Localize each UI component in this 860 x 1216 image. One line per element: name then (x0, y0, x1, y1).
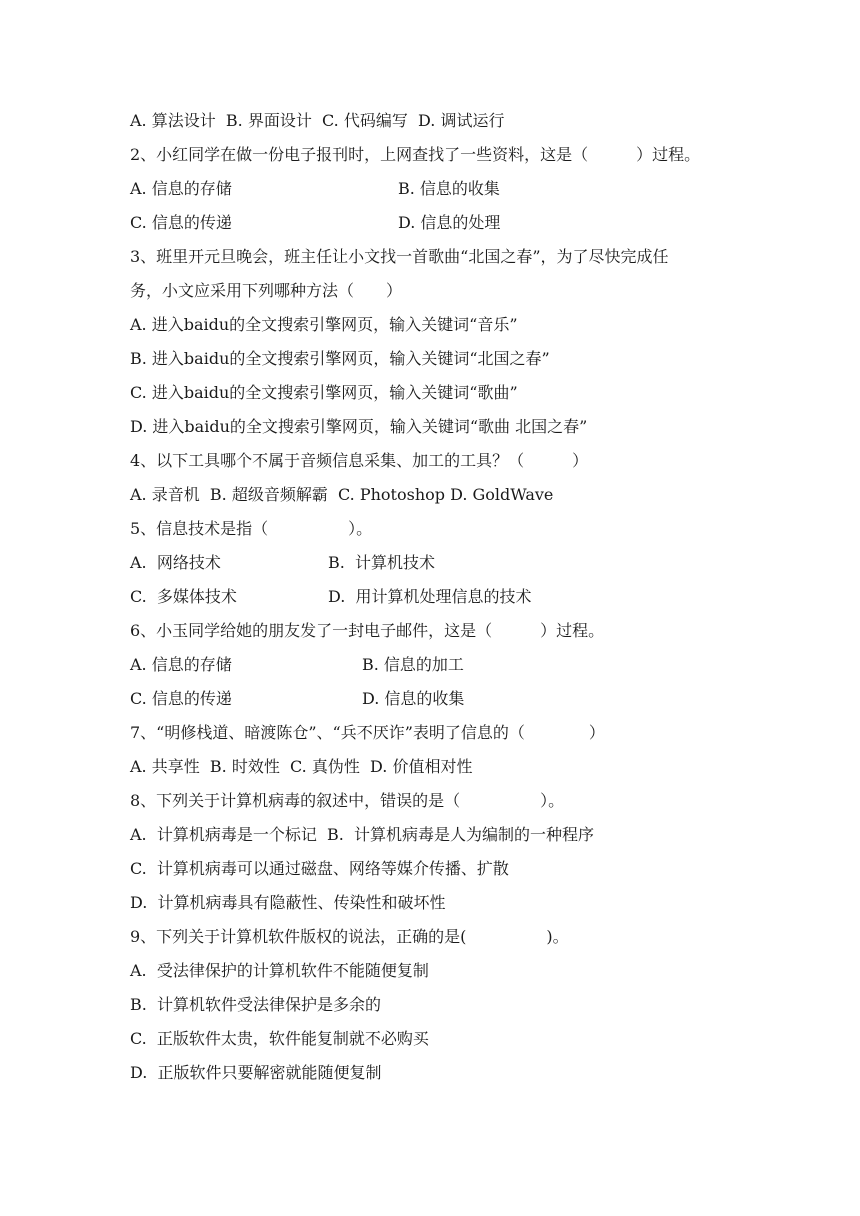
question-text: 6、小玉同学给她的朋友发了一封电子邮件，这是（ ）过程。 (130, 621, 605, 640)
answer-options-row (130, 172, 740, 206)
answer-option: D. 信息的处理 (398, 213, 501, 232)
question-text: 3、班里开元旦晚会，班主任让小文找一首歌曲“北国之春”，为了尽快完成任 (130, 247, 669, 266)
answer-options: A. 进入baidu的全文搜索引擎网页，输入关键词“音乐” (130, 315, 518, 334)
answer-options-row (130, 546, 740, 580)
answer-option: A. 信息的存储 (130, 179, 232, 198)
answer-options: A. 算法设计 B. 界面设计 C. 代码编写 D. 调试运行 (130, 111, 505, 130)
question-text: 9、下列关于计算机软件版权的说法，正确的是( )。 (130, 927, 569, 946)
answer-options: A. 录音机 B. 超级音频解霸 C. Photoshop D. GoldWave (130, 485, 554, 504)
question-text: 2、小红同学在做一份电子报刊时，上网查找了一些资料，这是（ ）过程。 (130, 145, 701, 164)
answer-option: A. 网络技术 (130, 553, 221, 572)
answer-options: B. 进入baidu的全文搜索引擎网页，输入关键词“北国之春” (130, 349, 550, 368)
answer-option: D. 信息的收集 (362, 689, 465, 708)
document-page (130, 104, 740, 1090)
answer-options-row (130, 682, 740, 716)
answer-options-row (130, 206, 740, 240)
answer-options: D. 正版软件只要解密就能随便复制 (130, 1063, 382, 1082)
answer-options: A. 计算机病毒是一个标记 B. 计算机病毒是人为编制的一种程序 (130, 825, 595, 844)
answer-option: C. 信息的传递 (130, 689, 232, 708)
answer-options: C. 计算机病毒可以通过磁盘、网络等媒介传播、扩散 (130, 859, 509, 878)
answer-option: A. 信息的存储 (130, 655, 232, 674)
question-text: 5、信息技术是指（ ）。 (130, 519, 373, 538)
answer-options: B. 计算机软件受法律保护是多余的 (130, 995, 382, 1014)
answer-option: D. 用计算机处理信息的技术 (328, 587, 532, 606)
question-text: 4、以下工具哪个不属于音频信息采集、加工的工具？（ ） (130, 451, 589, 470)
question-text: 8、下列关于计算机病毒的叙述中，错误的是（ ）。 (130, 791, 565, 810)
answer-options: A. 共享性 B. 时效性 C. 真伪性 D. 价值相对性 (130, 757, 473, 776)
answer-options: C. 进入baidu的全文搜索引擎网页，输入关键词“歌曲” (130, 383, 518, 402)
answer-option: C. 信息的传递 (130, 213, 232, 232)
question-text: 7、“明修栈道、暗渡陈仓”、“兵不厌诈”表明了信息的（ ） (130, 723, 605, 742)
answer-option: B. 信息的收集 (398, 179, 500, 198)
answer-option: B. 计算机技术 (328, 553, 436, 572)
answer-options: D. 进入baidu的全文搜索引擎网页，输入关键词“歌曲 北国之春” (130, 417, 588, 436)
answer-options: A. 受法律保护的计算机软件不能随便复制 (130, 961, 429, 980)
answer-options-row (130, 580, 740, 614)
answer-option: B. 信息的加工 (362, 655, 464, 674)
answer-option: C. 多媒体技术 (130, 587, 237, 606)
answer-options-row (130, 648, 740, 682)
answer-options: D. 计算机病毒具有隐蔽性、传染性和破坏性 (130, 893, 446, 912)
question-text: 务，小文应采用下列哪种方法（ ） (130, 281, 403, 300)
answer-options: C. 正版软件太贵，软件能复制就不必购买 (130, 1029, 429, 1048)
